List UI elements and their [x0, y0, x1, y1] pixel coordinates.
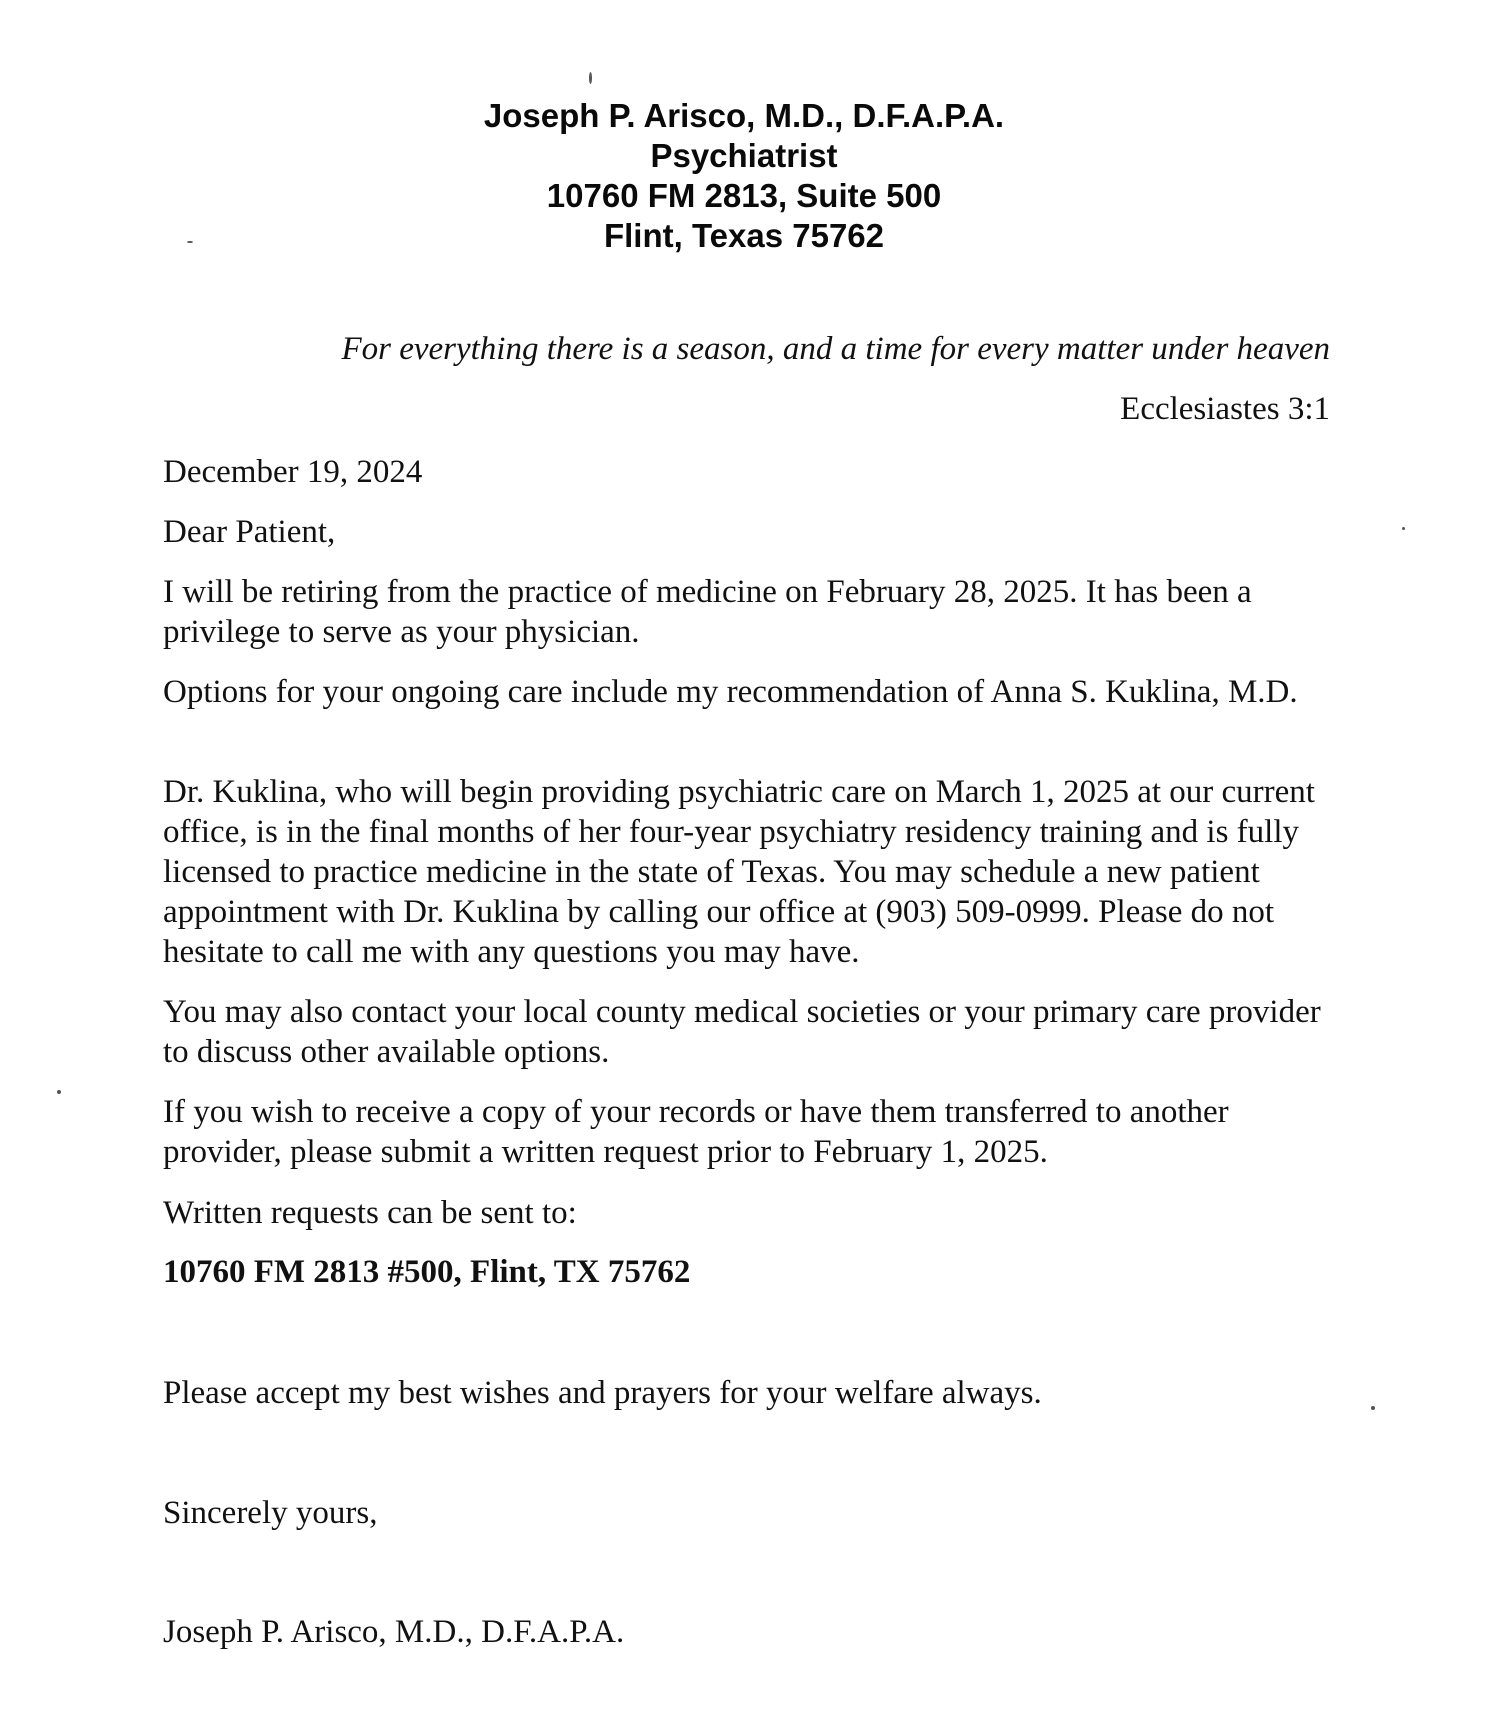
paragraph-other-options: You may also contact your local county medical societies or your primary care provider to discuss other available options. — [163, 994, 1321, 1070]
epigraph-quote: For everything there is a season, and a time for every matter under heaven — [341, 331, 1330, 367]
scan-speck — [187, 241, 193, 243]
best-wishes: Please accept my best wishes and prayers for your welfare always. — [163, 1375, 1042, 1411]
paragraph-records: If you wish to receive a copy of your records or have them transferred to another provider, please submit a written request prior to February 1, 2025. — [163, 1094, 1229, 1170]
requests-address: 10760 FM 2813 #500, Flint, TX 75762 — [163, 1254, 691, 1290]
paragraph-kuklina: Dr. Kuklina, who will begin providing psychiatric care on March 1, 2025 at our current office, is in the final months of her four-year psychiatry residency training and is fully licensed to practice medicine in the state of Texas. You may schedule a new patient appointment with Dr. Kuklina by calling our office at (903) 509-0999. Please do not hesitate to call me with any questions you may have. — [163, 774, 1315, 970]
paragraph-retirement: I will be retiring from the practice of medicine on February 28, 2025. It has been a privilege to serve as your physician. — [163, 574, 1252, 650]
salutation: Dear Patient, — [163, 514, 336, 550]
scan-speck — [1371, 1406, 1375, 1410]
scan-speck — [1402, 527, 1405, 530]
scan-speck — [57, 1090, 61, 1094]
letterhead-address-line1: 10760 FM 2813, Suite 500 — [546, 177, 942, 214]
letterhead-name: Joseph P. Arisco, M.D., D.F.A.P.A. — [483, 97, 1005, 134]
letter-date: December 19, 2024 — [163, 454, 423, 490]
letterhead-address-line2: Flint, Texas 75762 — [603, 217, 885, 254]
letterhead — [0, 96, 1488, 256]
scan-speck — [589, 72, 592, 84]
paragraph-recommendation: Options for your ongoing care include my recommendation of Anna S. Kuklina, M.D. — [163, 674, 1298, 710]
signature-name: Joseph P. Arisco, M.D., D.F.A.P.A. — [163, 1614, 625, 1650]
requests-intro: Written requests can be sent to: — [163, 1195, 577, 1231]
closing: Sincerely yours, — [163, 1495, 378, 1531]
letterhead-title: Psychiatrist — [650, 137, 838, 174]
epigraph-source: Ecclesiastes 3:1 — [1120, 391, 1330, 427]
